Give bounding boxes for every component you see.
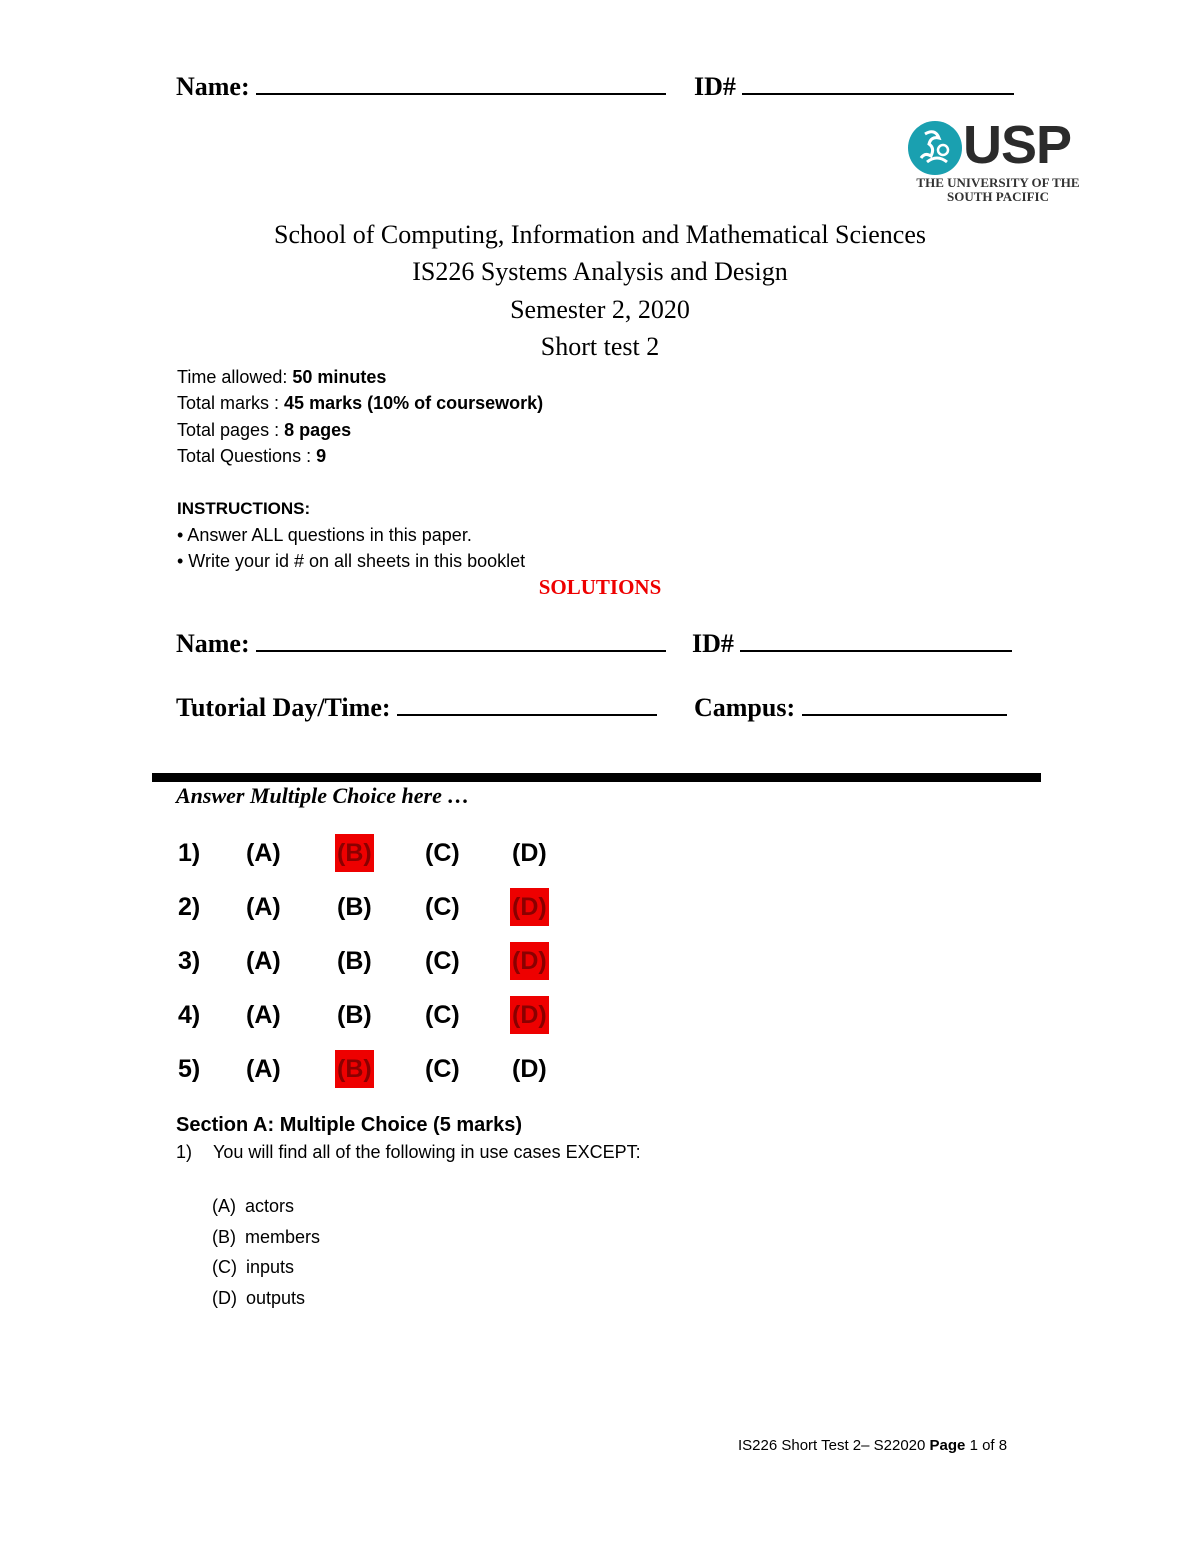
usp-emblem-icon (905, 120, 965, 180)
answer-option-selected[interactable]: (B) (335, 1050, 374, 1088)
answer-option-selected[interactable]: (D) (510, 996, 549, 1034)
campus-label: Campus: (694, 693, 796, 722)
answer-row (176, 1050, 596, 1090)
instruction-item: • Write your id # on all sheets in this booklet (177, 551, 526, 571)
instruction-item: • Answer ALL questions in this paper. (177, 525, 472, 545)
answer-option-selected[interactable]: (D) (510, 942, 549, 980)
time-allowed-value: 50 minutes (292, 367, 387, 387)
answer-option[interactable]: (A) (246, 839, 281, 867)
answer-option-selected[interactable]: (B) (335, 834, 374, 872)
semester-title: Semester 2, 2020 (510, 295, 690, 324)
option-letter: (D) (212, 1288, 237, 1308)
footer-page-total: 8 (998, 1437, 1008, 1454)
total-marks (177, 393, 543, 414)
answers-heading: Answer Multiple Choice here … (176, 783, 470, 808)
name-field (176, 629, 666, 659)
answer-option[interactable]: (A) (246, 1001, 281, 1029)
answer-option[interactable]: (C) (425, 1001, 460, 1029)
answer-row-number: 3) (178, 947, 201, 975)
q1-option-a (212, 1196, 294, 1217)
id-field (692, 629, 1012, 659)
time-allowed-label: Time allowed: (177, 367, 288, 387)
total-questions-label: Total Questions : (177, 446, 312, 466)
tutorial-field (176, 693, 657, 723)
answer-row-number: 2) (178, 893, 201, 921)
answer-row (176, 942, 596, 982)
total-pages-label: Total pages : (177, 420, 280, 440)
campus-field (694, 693, 1007, 723)
question-1 (176, 1142, 641, 1163)
top-id-blank[interactable] (742, 73, 1014, 95)
test-title: Short test 2 (540, 332, 660, 361)
usp-logo-line2: SOUTH PACIFIC (947, 189, 1049, 204)
school-title: School of Computing, Information and Mathematical Sciences (273, 220, 927, 249)
top-id-label: ID# (694, 72, 736, 101)
answer-option[interactable]: (A) (246, 1055, 281, 1083)
tutorial-blank[interactable] (397, 694, 657, 716)
answer-option-selected[interactable]: (D) (510, 888, 549, 926)
q1-option-d (212, 1288, 305, 1309)
question-1-number: 1) (176, 1142, 193, 1162)
total-questions-value: 9 (316, 446, 327, 466)
section-a-heading: Section A: Multiple Choice (5 marks) (176, 1114, 522, 1136)
page-footer (738, 1437, 1007, 1454)
tutorial-label: Tutorial Day/Time: (176, 693, 391, 722)
solutions-label: SOLUTIONS (538, 575, 662, 599)
answer-row-number: 5) (178, 1055, 201, 1083)
answer-option[interactable]: (C) (425, 947, 460, 975)
option-letter: (B) (212, 1227, 236, 1247)
option-text: members (245, 1227, 321, 1247)
answer-row-number: 4) (178, 1001, 201, 1029)
footer-text: IS226 Short Test 2– S22020 (738, 1437, 926, 1454)
usp-logo-line1: THE UNIVERSITY OF THE (916, 175, 1080, 190)
answer-option[interactable]: (B) (337, 893, 372, 921)
campus-blank[interactable] (802, 694, 1007, 716)
option-text: actors (245, 1196, 295, 1216)
total-questions (177, 446, 326, 467)
id-label: ID# (692, 629, 734, 658)
footer-page-label: Page (929, 1437, 966, 1454)
id-blank[interactable] (740, 630, 1012, 652)
top-id-field (694, 72, 1014, 102)
answer-option[interactable]: (D) (512, 1055, 547, 1083)
answer-option[interactable]: (A) (246, 893, 281, 921)
answer-option[interactable]: (D) (512, 839, 547, 867)
total-marks-label: Total marks : (177, 393, 280, 413)
option-text: inputs (246, 1257, 295, 1277)
usp-logo-brand: USP (963, 115, 1072, 175)
time-allowed (177, 367, 386, 388)
answer-row (176, 996, 596, 1036)
answer-row (176, 834, 596, 874)
top-name-field (176, 72, 666, 102)
option-text: outputs (246, 1288, 306, 1308)
answer-option[interactable]: (C) (425, 839, 460, 867)
total-marks-value: 45 marks (10% of coursework) (284, 393, 544, 413)
section-divider (152, 773, 1041, 782)
answer-row (176, 888, 596, 928)
total-pages-value: 8 pages (284, 420, 352, 440)
total-pages (177, 420, 351, 441)
option-letter: (C) (212, 1257, 237, 1277)
answer-option[interactable]: (C) (425, 893, 460, 921)
answer-option[interactable]: (A) (246, 947, 281, 975)
instructions-heading: INSTRUCTIONS: (177, 499, 311, 518)
answer-row-number: 1) (178, 839, 201, 867)
name-blank[interactable] (256, 630, 666, 652)
top-name-label: Name: (176, 72, 250, 101)
q1-option-c (212, 1257, 294, 1278)
top-name-blank[interactable] (256, 73, 666, 95)
question-1-text: You will find all of the following in use cases EXCEPT: (213, 1142, 641, 1162)
q1-option-b (212, 1227, 320, 1248)
course-title: IS226 Systems Analysis and Design (412, 257, 788, 286)
answer-option[interactable]: (C) (425, 1055, 460, 1083)
answer-option[interactable]: (B) (337, 947, 372, 975)
usp-logo (905, 115, 1090, 205)
option-letter: (A) (212, 1196, 236, 1216)
name-label: Name: (176, 629, 250, 658)
footer-of-label: of (982, 1437, 995, 1454)
answer-option[interactable]: (B) (337, 1001, 372, 1029)
footer-page-current: 1 (969, 1437, 978, 1454)
